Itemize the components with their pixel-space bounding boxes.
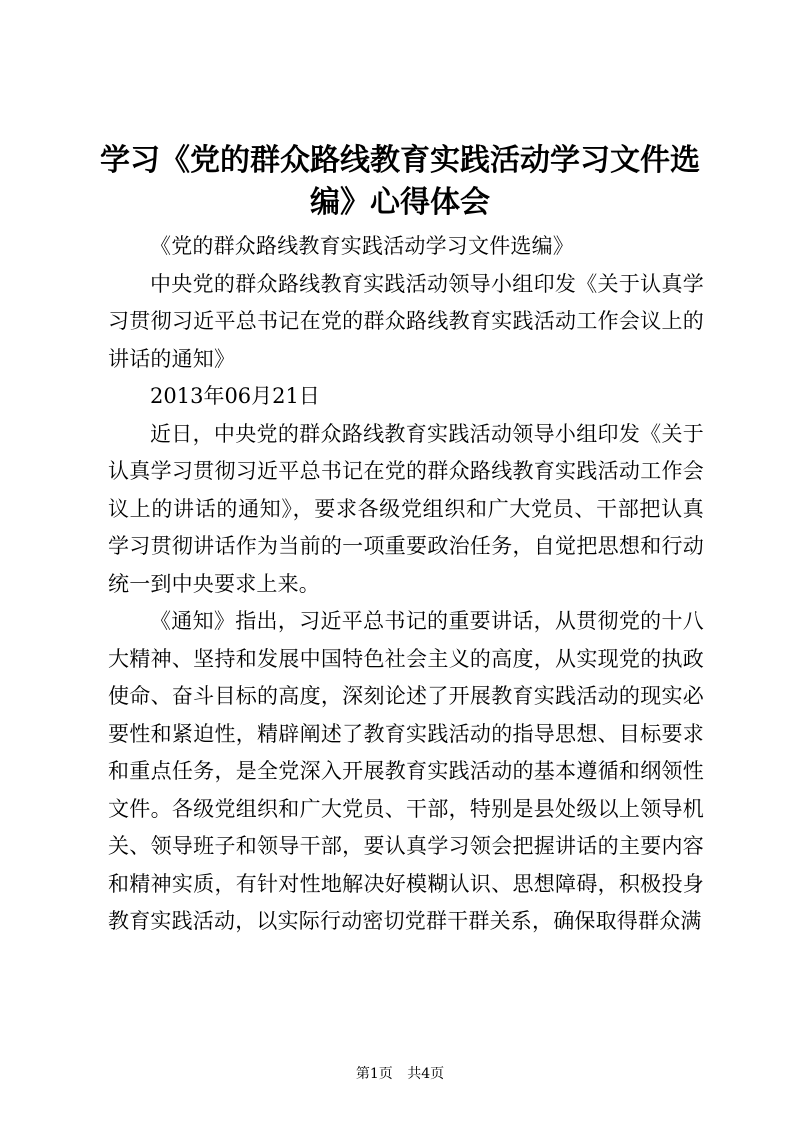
document-title: 学习《党的群众路线教育实践活动学习文件选编》心得体会 <box>100 143 700 220</box>
document-body <box>108 228 704 941</box>
paragraph-intro: 近日，中央党的群众路线教育实践活动领导小组印发《关于认真学习贯彻习近平总书记在党的群众路线教育实践活动工作会议上的讲话的通知》，要求各级党组织和广大党员、干部把认真学习贯彻讲话作为当前的一项重要政治任务，自觉把思想和行动统一到中央要求上来。 <box>108 421 704 596</box>
page-number: 第1页 <box>355 1066 393 1082</box>
paragraph-book-title: 《党的群众路线教育实践活动学习文件选编》 <box>150 234 574 258</box>
page-total: 共4页 <box>407 1066 445 1082</box>
paragraph-date: 2013年06月21日 <box>150 384 320 408</box>
page-footer <box>0 1064 800 1084</box>
paragraph-notice-content: 《通知》指出，习近平总书记的重要讲话，从贯彻党的十八大精神、坚持和发展中国特色社会主义的高度，从实现党的执政使命、奋斗目标的高度，深刻论述了开展教育实践活动的现实必要性和紧迫性，精辟阐述了教育实践活动的指导思想、目标要求和重点任务，是全党深入开展教育实践活动的基本遵循和纲领性文件。各级党组织和广大党员、干部，特别是县处级以上领导机关、领导班子和领导干部，要认真学习领会把握讲话的主要内容和精神实质，有针对性地解决好模糊认识、思想障碍，积极投身教育实践活动，以实际行动密切党群干群关系，确保取得群众满 <box>108 609 704 933</box>
paragraph-notice-title: 中央党的群众路线教育实践活动领导小组印发《关于认真学习贯彻习近平总书记在党的群众路线教育实践活动工作会议上的讲话的通知》 <box>108 271 704 371</box>
